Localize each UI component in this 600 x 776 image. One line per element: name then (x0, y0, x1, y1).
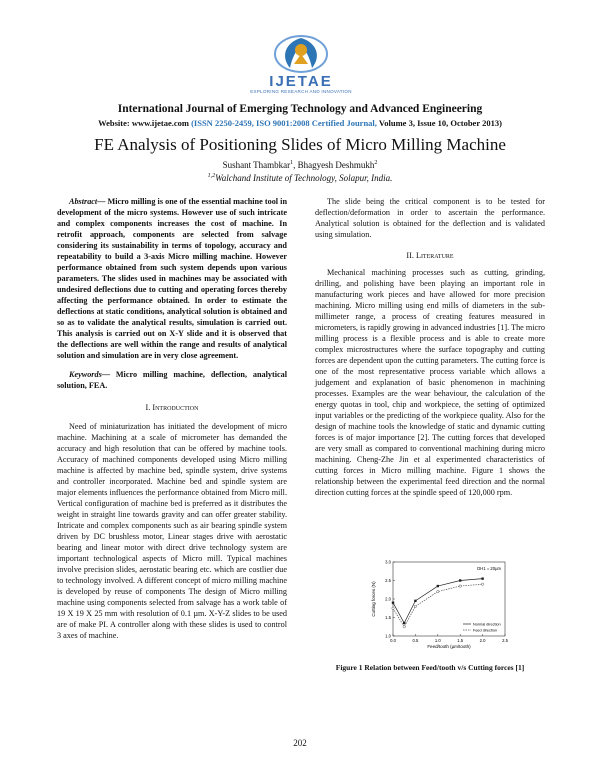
logo-name: IJETAE (269, 73, 333, 90)
figure-caption: Figure 1 Relation between Feed/tooth v/s Cutting forces [1] (335, 663, 525, 672)
authors-line (0, 160, 600, 170)
keywords-label: Keywords (69, 370, 102, 379)
logo-figure-body (294, 54, 308, 64)
logo-tagline: EXPLORING RESEARCH AND INNOVATION (250, 89, 352, 94)
section-2-title: Literature (415, 251, 454, 260)
author-1: Sushant Thambkar (222, 160, 291, 170)
x-tick-label: 1.5 (457, 638, 464, 643)
section-2-num: II. (406, 251, 416, 260)
website-prefix: Website: (98, 118, 132, 128)
right-intro (315, 196, 545, 240)
x-tick-label: 0.0 (390, 638, 396, 643)
abstract-label: Abstract (69, 197, 98, 206)
y-tick-label: 3.0 (385, 559, 391, 565)
legend-label-1: Feed direction (473, 628, 498, 633)
page-number: 202 (293, 738, 307, 748)
affil-sup: 1,2 (207, 173, 216, 179)
y-tick-label: 1.0 (385, 633, 391, 639)
series-point-0 (403, 622, 405, 624)
journal-name: International Journal of Emerging Technology and Advanced Engineering (117, 103, 483, 115)
issn-info: (ISSN 2250-2459, ISO 9001:2008 Certified Journal, (188, 118, 379, 128)
author-1-sup: 1 (290, 160, 294, 166)
x-tick-label: 1.0 (434, 638, 441, 643)
chart-annotation: DH1 = 20µm (477, 566, 501, 571)
author-sep: , Bhagyesh Deshmukh (293, 160, 375, 170)
series-point-0 (437, 585, 439, 587)
series-point-0 (481, 577, 483, 579)
section-1-body (57, 421, 287, 641)
abstract-text: Micro milling is one of the essential machine tool in development of the micro systems. However use of such intricate and complex components increases the cost of machine. In retrofit approach, components are selected from salvage considering its sustainability in terms of topology, accuracy and repeatability to build a 3-axis Micro milling machine. However performance obtained from such system depends upon various parameters. The slides used in machines may be associated with undesired deflections due to cutting and operating forces thereby affecting the performance obtained. In order to estimate the deflections at static conditions, analytical solution is obtained and so as to validate the analytical results, simulation is carried out. This analysis is carried out on X-Y slide and it is observed that the deflections are well within the range and results of analytical solution and simulation are in very close agreement. (57, 197, 288, 360)
series-point-1 (403, 626, 405, 628)
x-tick-label: 2.0 (479, 638, 486, 643)
abstract (57, 196, 287, 361)
section-1-heading (57, 403, 287, 412)
keywords (57, 369, 287, 391)
volume-info: Volume 3, Issue 10, October 2013 (378, 118, 500, 128)
abstract-dash: — (97, 197, 108, 206)
right-intro-paragraph: The slide being the critical component is to be tested for deflection/deformation in order to ascertain the performance. Analytical solution is obtained for the deflection and is validated using simulation. (315, 197, 545, 239)
website-line (0, 118, 600, 128)
logo-text (246, 74, 356, 95)
keywords-text: Micro milling machine, deflection, analytical solution, FEA. (57, 370, 287, 390)
affil-text: Walchand Institute of Technology, Solapur, India. (215, 173, 393, 183)
section-1-num: I. (145, 403, 153, 412)
section-1-paragraph: Need of miniaturization has initiated the development of micro machine. Machining at a scale of micrometer has demanded the accuracy and high resolution that can be offered by machine tools. Accuracy of machined components developed using Micro milling machine is affected by machine bed, spindle system, drive systems and controller incorporated. Machine bed and spindle system are major elements influences the performance obtained from Micro mill. Vertical configuration of machine bed is preferred as it distributes the weight in straight line towards gravity and can offer greater stability. Intricate and complex components such as air bearing spindle system driven by DC brushless motor, Linear stages drive with aerostatic bearing and linear motor with direct drive technology system are important technological aspects of Micro mill. Typical machines involve precision slides, aerostatic bearing etc. which are costlier due to technology involved. A different concept of micro milling machine is developed by reuse of components The design of Micro milling machine using components selected from salvage has a work table of 19 X 19 X 25 mm with resolution of 0.1 µm. X-Y-Z slides to be used are of make PI. A controller along with these slides is used to control 3 axes of machine. (57, 422, 287, 640)
section-2-paragraph: Mechanical machining processes such as cutting, grinding, drilling, and polishing have been playing an important role in manufacturing work pieces and have allowed for more precision machining. Micro milling using end mills of diameters in the sub-millimeter range, a process of creating features measured in micrometers, is rapidly growing in advanced industries [1]. The micro milling process is a flexible process and is able to create more complex microstructures where the surface topography and cutting forces are dependent upon the cutting parameters. The cutting force is one of the most representative process variable which allows a judgement and explanation of basic phenomenon in machining processes. Examples are the wear behaviour, the calculation of the energy quotas in tool, chip and workpiece, the setting of optimized input variables or the predicting of the workpiece quality. Also for the design of machine tools the knowledge of static and dynamic cutting forces is of major importance [2]. The cutting forces that developed are very small as compared to conventional machining during micro machining. Cheng-Zhe Jin et al experimented characteristics of cutting forces in Micro milling machine. Figure 1 shows the relationship between the experimental feed direction and the normal direction cutting forces at the spindle speed of 120,000 rpm. (315, 268, 545, 497)
section-1-title: Introduction (152, 403, 199, 412)
website-url[interactable]: www.ijetae.com (131, 118, 189, 128)
paper-title: FE Analysis of Positioning Slides of Micro Milling Machine (94, 135, 506, 154)
series-point-1 (459, 585, 461, 587)
x-tick-label: 0.5 (412, 638, 419, 643)
series-point-1 (481, 583, 483, 585)
figure-1-chart (365, 556, 515, 656)
series-point-0 (392, 602, 394, 604)
affiliation (0, 173, 600, 183)
header-close: ) (499, 118, 502, 128)
keywords-dash: — (101, 370, 116, 379)
section-2-heading (315, 251, 545, 260)
series-point-0 (459, 579, 461, 581)
legend-label-0: Normal direction (473, 622, 501, 627)
series-point-1 (414, 605, 416, 607)
x-axis-label: Feed/tooth (µm/tooth) (427, 644, 471, 649)
section-2-body (315, 267, 545, 498)
y-tick-label: 1.5 (385, 615, 391, 620)
y-axis-label: Cutting forces (N) (371, 581, 376, 617)
author-2-sup: 2 (374, 160, 378, 166)
series-point-0 (414, 600, 416, 602)
y-tick-label: 2.0 (385, 596, 391, 602)
series-point-1 (437, 590, 439, 592)
x-tick-label: 2.5 (502, 638, 508, 643)
y-tick-label: 2.5 (385, 578, 391, 583)
series-point-1 (392, 607, 394, 609)
